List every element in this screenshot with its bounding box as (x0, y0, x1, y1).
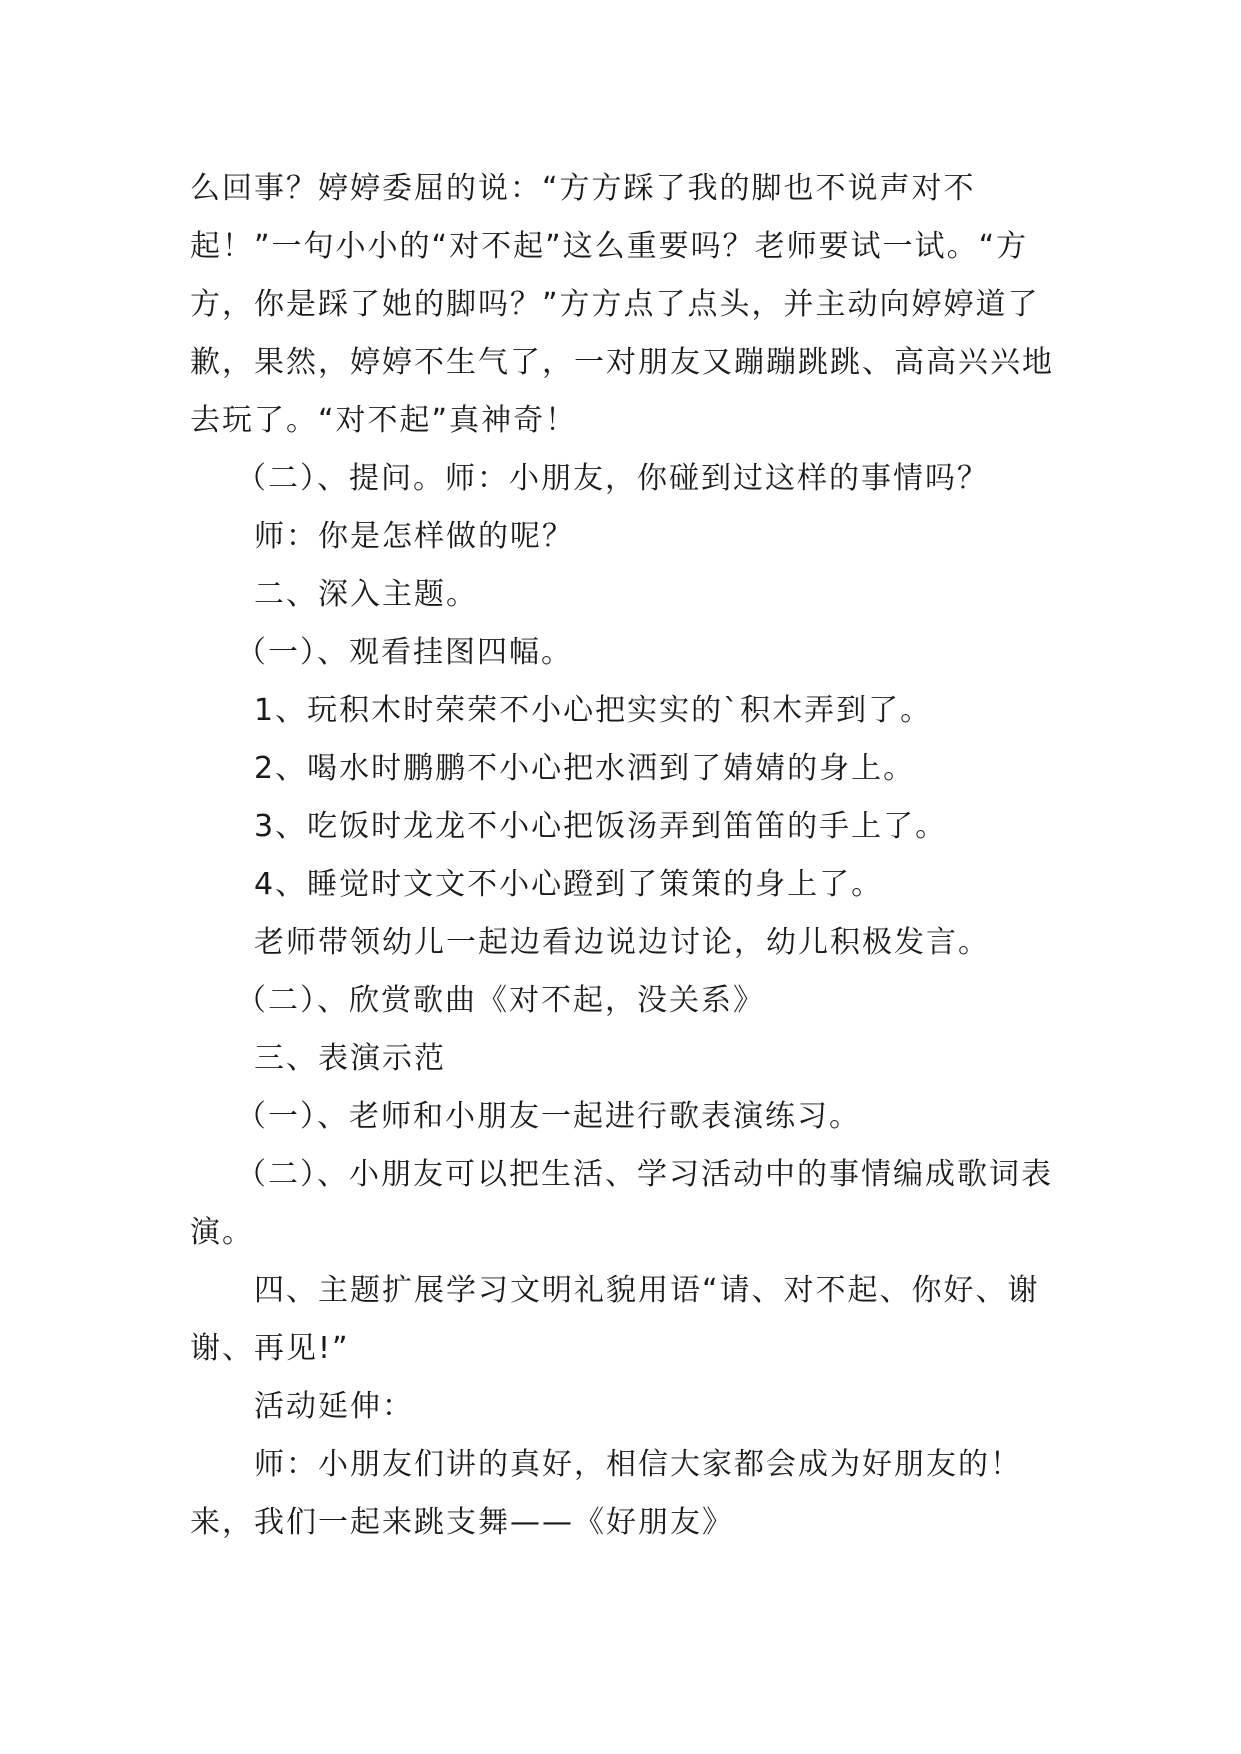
paragraph-song: （二）、欣赏歌曲《对不起，没关系》 (236, 983, 765, 1018)
section-heading-2: 二、深入主题。 (254, 577, 478, 612)
list-item-2: 2、喝水时鹏鹏不小心把水洒到了婧婧的身上。 (254, 751, 916, 786)
paragraph-practice: （一）、老师和小朋友一起进行歌表演练习。 (236, 1099, 861, 1134)
paragraph-closing: 师：小朋友们讲的真好，相信大家都会成为好朋友的！来，我们一起来跳支舞——《好朋友》 (190, 1447, 1022, 1540)
paragraph-question: （二）、提问。师：小朋友，你碰到过这样的事情吗？ (236, 461, 989, 496)
section-heading-4: 四、主题扩展学习文明礼貌用语“请、对不起、你好、谢谢、再见!” (190, 1273, 1040, 1366)
paragraph-lyrics: （二）、小朋友可以把生活、学习活动中的事情编成歌词表演。 (190, 1157, 1053, 1250)
paragraph-discussion: 老师带领幼儿一起边看边说边讨论，幼儿积极发言。 (254, 925, 990, 960)
paragraph-view-pictures: （一）、观看挂图四幅。 (236, 635, 573, 670)
list-item-3: 3、吃饭时龙龙不小心把饭汤弄到笛笛的手上了。 (254, 809, 948, 844)
paragraph-extension-heading: 活动延伸： (254, 1389, 414, 1424)
document-body (190, 160, 1070, 1552)
list-item-4: 4、睡觉时文文不小心蹬到了策策的身上了。 (254, 867, 884, 902)
list-item-1: 1、玩积木时荣荣不小心把实实的`积木弄到了。 (254, 693, 933, 728)
paragraph-story: 么回事？婷婷委屈的说：“方方踩了我的脚也不说声对不起！”一句小小的“对不起”这么重要吗？老师要试一试。“方方，你是踩了她的脚吗？”方方点了点头，并主动向婷婷道了歉，果然，婷婷不生气了，一对朋友又蹦蹦跳跳、高高兴兴地去玩了。“对不起”真神奇！ (190, 171, 1054, 438)
paragraph-teacher-ask: 师：你是怎样做的呢？ (254, 519, 574, 554)
section-heading-3: 三、表演示范 (254, 1041, 446, 1076)
